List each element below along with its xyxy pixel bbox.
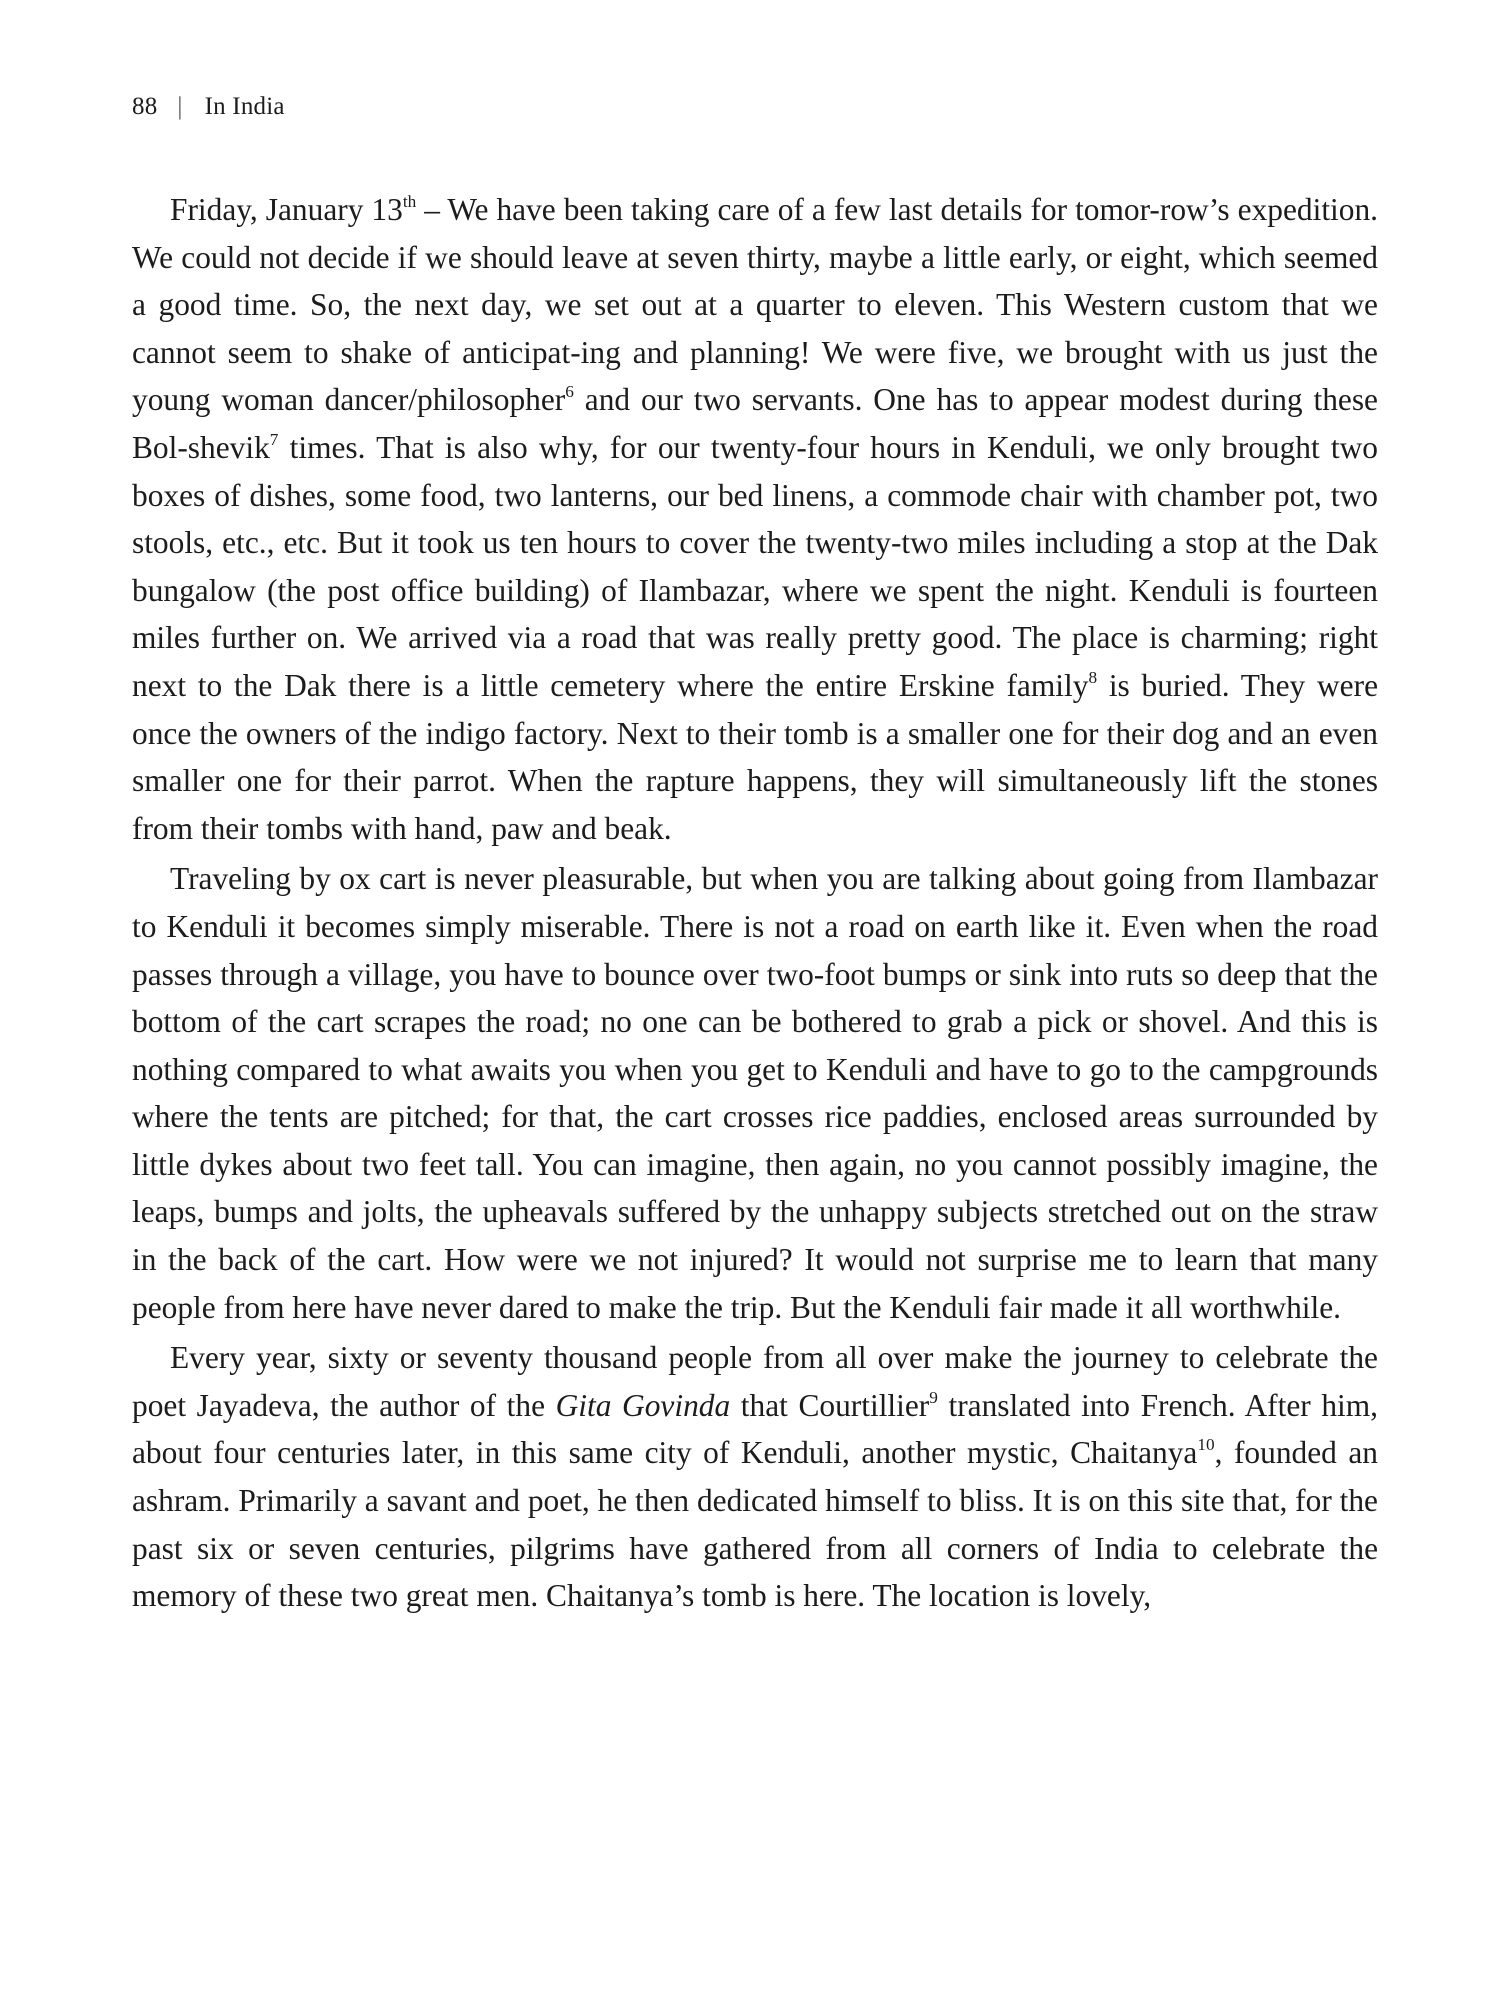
paragraph-1 — [132, 186, 1378, 852]
paragraph-3-part-3: translated into French. After him, about four centuries later, in this same city of Kenduli, another mystic, Chaitanya — [132, 1387, 1378, 1471]
paragraph-2: Traveling by ox cart is never pleasurable, but when you are talking about going from Ilambazar to Kenduli it becomes simply miserable. There is not a road on earth like it. Even when the road passes through a village, you have to bounce over two-foot bumps or sink into ruts so deep that the bottom of the cart scrapes the road; no one can be bothered to grab a pick or shovel. And this is nothing compared to what awaits you when you get to Kenduli and have to go to the campgrounds where the tents are pitched; for that, the cart crosses rice paddies, enclosed areas surrounded by little dykes about two feet tall. You can imagine, then again, no you cannot possibly imagine, the leaps, bumps and jolts, the upheavals suffered by the unhappy subjects stretched out on the straw in the back of the cart. How were we not injured? It would not surprise me to learn that many people from here have never dared to make the trip. But the Kenduli fair made it all worthwhile. — [132, 861, 1378, 1325]
book-title-gita-govinda: Gita Govinda — [555, 1387, 731, 1423]
paragraph-1-part-5: is buried. They were once the owners of the indigo factory. Next to their tomb is a smaller one for their dog and an even smaller one for their parrot. When the rapture happens, they will simultaneously lift the stones from their tombs with hand, paw and beak. — [132, 667, 1379, 846]
paragraph-3-part-1: Every year, sixty or seventy thousand people from all over make the journey to celebrate the poet Jayadeva, the author of the — [132, 1340, 1378, 1423]
paragraph-1-part-1: Friday, January 13 — [170, 192, 403, 227]
footnote-ref-9: 9 — [929, 1387, 938, 1407]
page-number: 88 — [132, 93, 158, 120]
footnote-ref-6: 6 — [565, 382, 574, 402]
paragraph-3-part-4: , founded an ashram. Primarily a savant and poet, he then dedicated himself to bliss. It is on this site that, for the past six or seven centuries, pilgrims have gathered from all corners of India to celebrate the memory of these two great men. Chaitanya’s tomb is here. The location is lovely, — [132, 1435, 1378, 1614]
footnote-superscript-th: th — [402, 192, 417, 212]
paragraph-1-part-4: times. That is also why, for our twenty-four hours in Kenduli, we only brought two boxes of dishes, some food, two lanterns, our bed linens, a commode chair with chamber pot, two stools, etc., etc. But it took us ten hours to cover the twenty-two miles including a stop at the Dak bungalow (the post office building) of Ilambazar, where we spent the night. Kenduli is fourteen miles further on. We arrived via a road that was really pretty good. The place is charming; right next to the Dak there is a little cemetery where the entire Erskine family — [132, 429, 1378, 703]
running-header — [132, 92, 285, 122]
paragraph-1-part-3: and our two servants. One has to appear modest during these Bol-shevik — [132, 382, 1378, 465]
footnote-ref-10: 10 — [1197, 1435, 1215, 1455]
header-separator: | — [177, 93, 183, 120]
body-text — [132, 186, 1378, 1620]
running-title: In India — [204, 93, 285, 120]
footnote-ref-8: 8 — [1088, 668, 1098, 687]
paragraph-3-part-2: that Courtillier — [730, 1387, 930, 1423]
footnote-ref-7: 7 — [269, 430, 279, 450]
paragraph-1-part-2: – We have been taking care of a few last details for tomor-row’s expedition. We could not decide if we should leave at seven thirty, maybe a little early, or eight, which seemed a good time. So, the next day, we set out at a quarter to eleven. This Western custom that we cannot seem to shake of anticipat-ing and planning! We were five, we brought with us just the young woman dancer/philosopher — [132, 192, 1378, 418]
paragraph-3 — [132, 1334, 1378, 1620]
